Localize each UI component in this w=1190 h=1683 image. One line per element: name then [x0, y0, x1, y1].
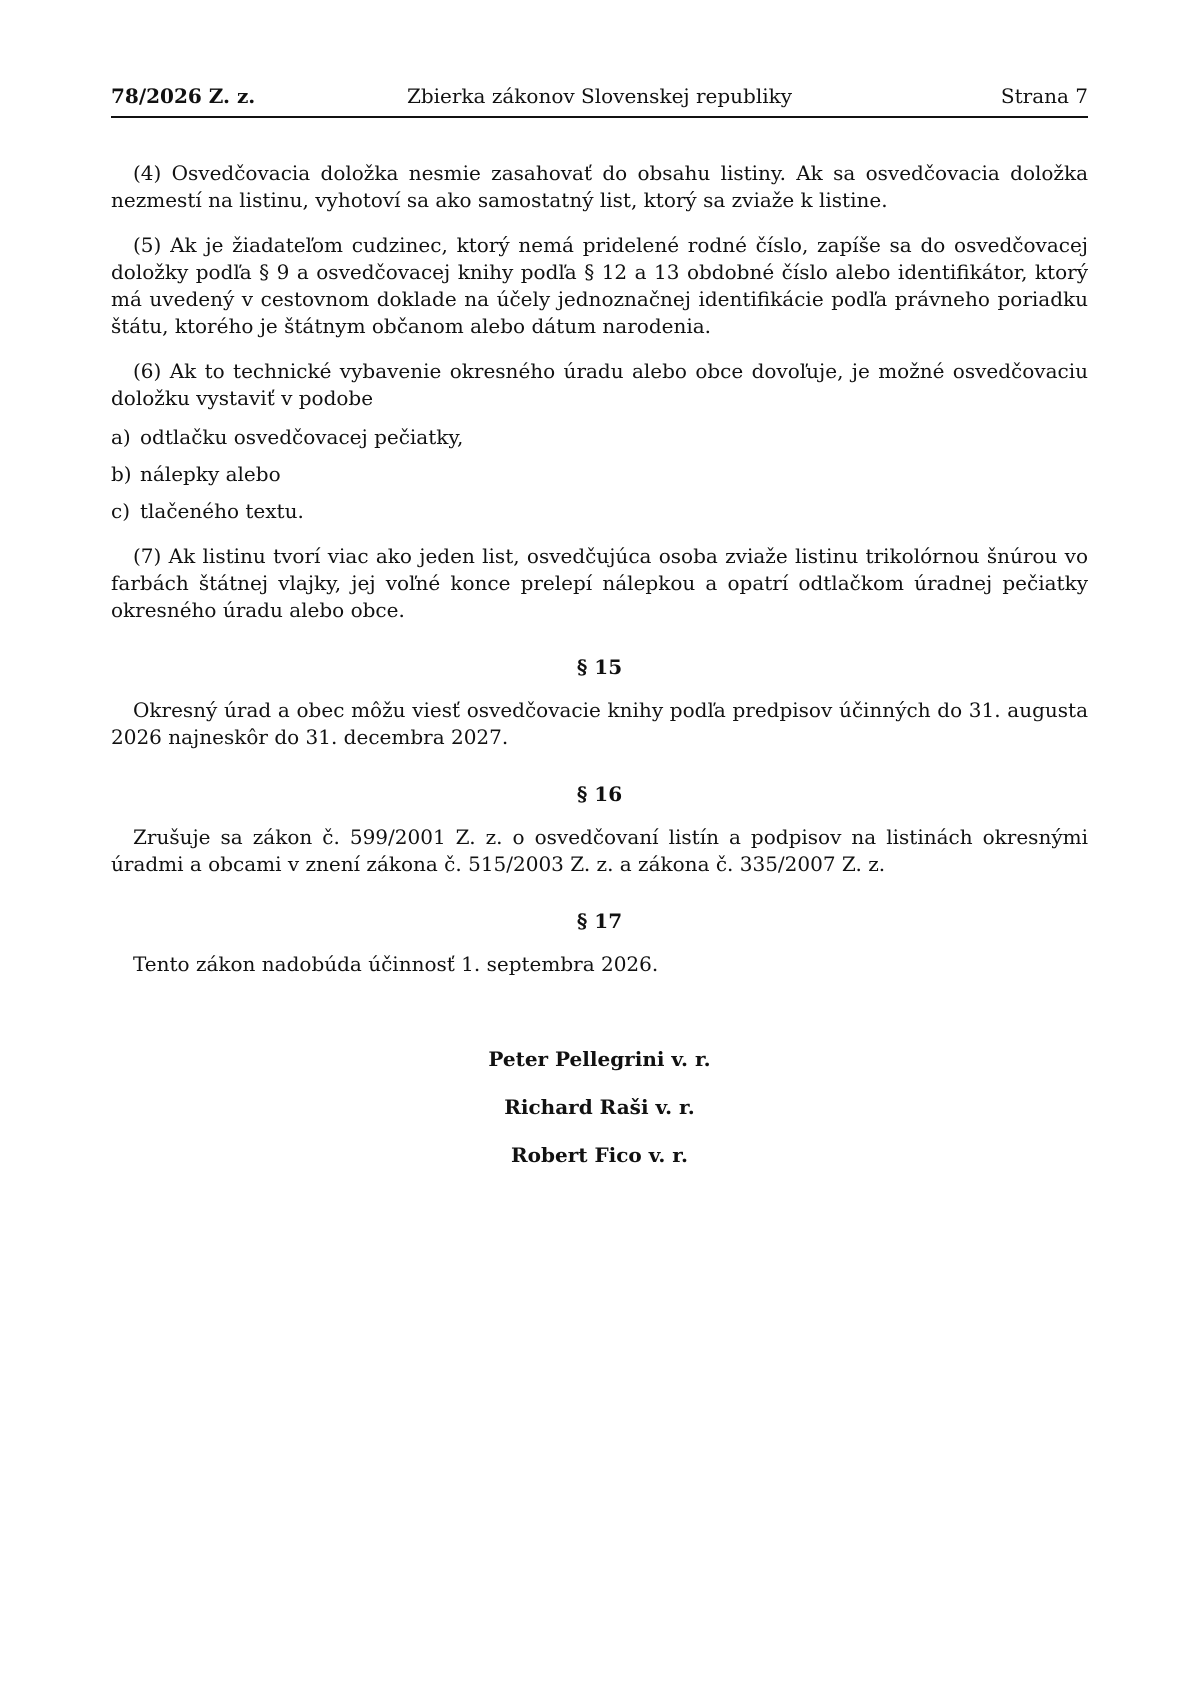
list-item-text: nálepky alebo: [140, 462, 281, 486]
list-item: [111, 424, 1088, 451]
list-item-text: odtlačku osvedčovacej pečiatky,: [140, 425, 464, 449]
paragraph-5: (5) Ak je žiadateľom cudzinec, ktorý nemá pridelené rodné číslo, zapíše sa do osvedčovacej doložky podľa § 9 a osvedčovacej knihy podľa § 12 a 13 obdobné číslo alebo identifikátor, ktorý má uvedený v cestovnom doklade na účely jednoznačnej identifikácie podľa právneho poriadku štátu, ktorého je štátnym občanom alebo dátum narodenia.: [111, 233, 1088, 338]
issue-number: 78/2026 Z. z.: [111, 84, 256, 108]
section-17-text: Tento zákon nadobúda účinnosť 1. septembra 2026.: [133, 952, 659, 976]
paragraph-7: (7) Ak listinu tvorí viac ako jeden list, osvedčujúca osoba zviaže listinu trikolórnou šnúrou vo farbách štátnej vlajky, jej voľné konce prelepí nálepkou a opatrí odtlačkom úradnej pečiatky okresného úradu alebo obce.: [111, 544, 1088, 622]
list-marker: c): [111, 499, 131, 523]
section-heading-15: § 15: [576, 655, 623, 679]
signature-prime-minister: Robert Fico v. r.: [511, 1143, 688, 1167]
signature-block: [111, 1046, 1088, 1190]
section-16-text: Zrušuje sa zákon č. 599/2001 Z. z. o osvedčovaní listín a podpisov na listinách okresnými úradmi a obcami v znení zákona č. 515/2003 Z. z. a zákona č. 335/2007 Z. z.: [111, 825, 1088, 876]
page-header: [111, 80, 1088, 118]
list-marker: a): [111, 425, 131, 449]
section-heading-16: § 16: [576, 782, 623, 806]
list-item: [111, 498, 1088, 525]
signature-president: Peter Pellegrini v. r.: [488, 1047, 711, 1071]
document-body: [111, 160, 1088, 996]
list-item-text: tlačeného textu.: [140, 499, 304, 523]
publication-title: Zbierka zákonov Slovenskej republiky: [406, 84, 793, 108]
page-number: Strana 7: [1000, 84, 1088, 108]
signature-parliament-speaker: Richard Raši v. r.: [504, 1095, 695, 1119]
list-marker: b): [111, 462, 132, 486]
section-15-text: Okresný úrad a obec môžu viesť osvedčovacie knihy podľa predpisov účinných do 31. augusta 2026 najneskôr do 31. decembra 2027.: [111, 698, 1088, 749]
section-heading-17: § 17: [576, 909, 623, 933]
paragraph-4: (4) Osvedčovacia doložka nesmie zasahovať do obsahu listiny. Ak sa osvedčovacia doložka nezmestí na listinu, vyhotoví sa ako samostatný list, ktorý sa zviaže k listine.: [111, 161, 1088, 212]
paragraph-6: (6) Ak to technické vybavenie okresného úradu alebo obce dovoľuje, je možné osvedčovaciu doložku vystaviť v podobe: [111, 359, 1088, 410]
list-item: [111, 461, 1088, 488]
